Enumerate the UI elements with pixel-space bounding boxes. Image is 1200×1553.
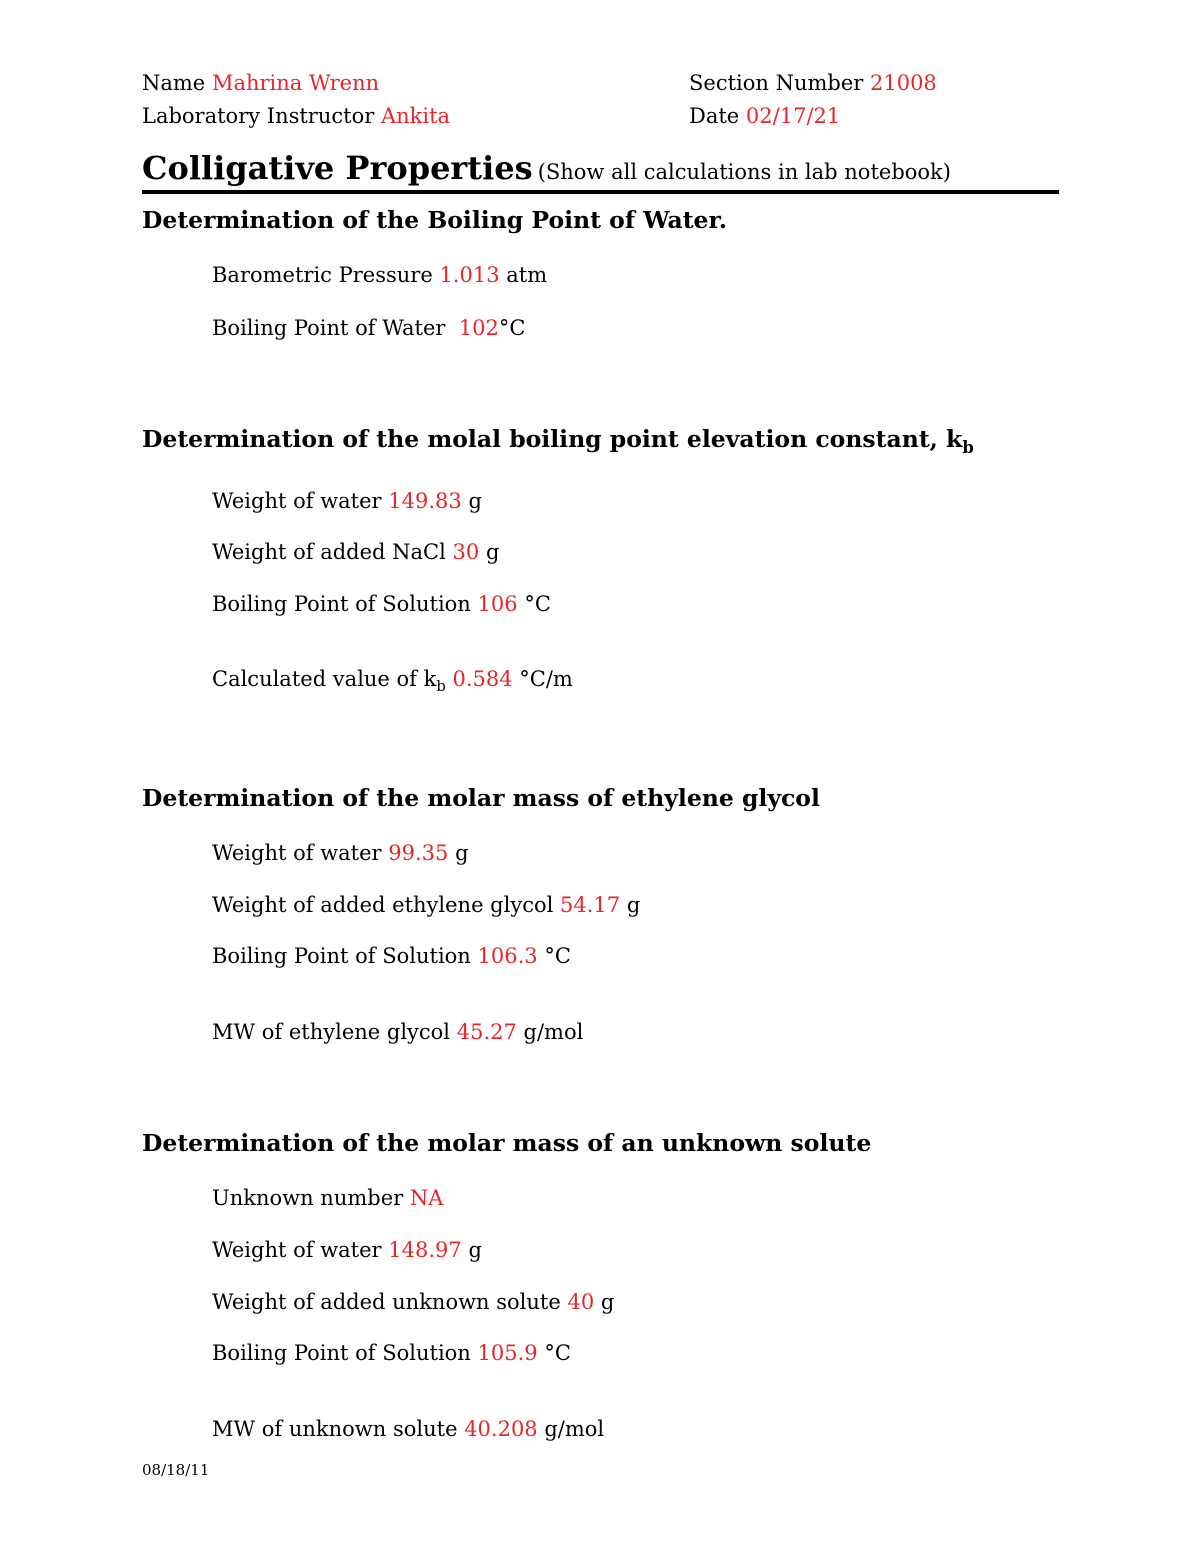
- instructor-value: Ankita: [380, 104, 451, 128]
- glycol-weight-line: [212, 893, 640, 917]
- s2-boiling-point-line: [212, 592, 551, 616]
- glycol-value: 54.17: [560, 893, 621, 917]
- unknown-number-label: Unknown number: [212, 1186, 404, 1210]
- s3-water-weight-line: [212, 841, 469, 865]
- unknown-mw-unit: g/mol: [544, 1417, 605, 1441]
- unknown-mw-line: [212, 1417, 604, 1441]
- s4-water-label: Weight of water: [212, 1238, 382, 1262]
- kb-label: Calculated value of k: [212, 667, 437, 691]
- kb-heading-subscript: b: [962, 437, 974, 457]
- solute-value: 40: [567, 1290, 595, 1314]
- unknown-mw-label: MW of unknown solute: [212, 1417, 458, 1441]
- instructor-label: Laboratory Instructor: [142, 104, 375, 128]
- s2-water-label: Weight of water: [212, 489, 382, 513]
- glycol-mw-unit: g/mol: [523, 1020, 584, 1044]
- nacl-unit: g: [485, 540, 500, 564]
- bp-water-value: 102: [458, 316, 499, 340]
- s4-bp-label: Boiling Point of Solution: [212, 1341, 471, 1365]
- nacl-weight-line: [212, 540, 499, 564]
- boiling-point-water-line: [212, 316, 525, 340]
- section-heading-boiling-point-water: Determination of the Boiling Point of Water.: [142, 206, 727, 234]
- title-main: Colligative Properties: [142, 149, 533, 187]
- s4-bp-value: 105.9: [477, 1341, 538, 1365]
- pressure-unit: atm: [506, 263, 548, 287]
- date-label: Date: [689, 104, 740, 128]
- name-line: [142, 71, 379, 95]
- nacl-label: Weight of added NaCl: [212, 540, 446, 564]
- s2-bp-unit: °C: [524, 592, 551, 616]
- pressure-label: Barometric Pressure: [212, 263, 433, 287]
- kb-label-subscript: b: [436, 678, 446, 696]
- date-line: [689, 104, 840, 128]
- section-number-label: Section Number: [689, 71, 864, 95]
- s4-water-unit: g: [468, 1238, 482, 1262]
- s2-water-value: 149.83: [388, 489, 462, 513]
- unknown-solute-weight-line: [212, 1290, 614, 1314]
- instructor-line: [142, 104, 450, 128]
- s3-bp-label: Boiling Point of Solution: [212, 944, 471, 968]
- s3-boiling-point-line: [212, 944, 571, 968]
- glycol-unit: g: [626, 893, 641, 917]
- glycol-mw-line: [212, 1020, 583, 1044]
- s3-bp-unit: °C: [544, 944, 571, 968]
- kb-heading-text: Determination of the molal boiling point elevation constant, k: [142, 425, 963, 453]
- kb-value: 0.584: [452, 667, 513, 691]
- s3-bp-value: 106.3: [477, 944, 538, 968]
- bp-water-label: Boiling Point of Water: [212, 316, 446, 340]
- section-heading-unknown-solute: Determination of the molar mass of an unknown solute: [142, 1129, 872, 1157]
- glycol-mw-value: 45.27: [456, 1020, 517, 1044]
- section-heading-ethylene-glycol: Determination of the molar mass of ethylene glycol: [142, 784, 820, 812]
- title-rule: [142, 190, 1059, 194]
- glycol-mw-label: MW of ethylene glycol: [212, 1020, 451, 1044]
- s4-boiling-point-line: [212, 1341, 571, 1365]
- name-value: Mahrina Wrenn: [211, 71, 380, 95]
- s3-water-value: 99.35: [388, 841, 449, 865]
- s2-bp-value: 106: [477, 592, 518, 616]
- unknown-number-line: [212, 1186, 443, 1210]
- s4-water-weight-line: [212, 1238, 482, 1262]
- s4-water-value: 148.97: [388, 1238, 462, 1262]
- section-number-value: 21008: [869, 71, 937, 95]
- kb-value-line: [212, 667, 573, 695]
- unknown-mw-value: 40.208: [464, 1417, 538, 1441]
- pressure-value: 1.013: [439, 263, 500, 287]
- footer-date: 08/18/11: [142, 1461, 210, 1479]
- section-number-line: [689, 71, 937, 95]
- date-value: 02/17/21: [745, 104, 841, 128]
- page-title: [142, 149, 951, 187]
- solute-unit: g: [600, 1290, 615, 1314]
- s4-bp-unit: °C: [544, 1341, 571, 1365]
- unknown-number-value: NA: [409, 1186, 444, 1210]
- solute-label: Weight of added unknown solute: [212, 1290, 561, 1314]
- glycol-label: Weight of added ethylene glycol: [212, 893, 554, 917]
- s2-bp-label: Boiling Point of Solution: [212, 592, 471, 616]
- kb-unit: °C/m: [519, 667, 573, 691]
- section-heading-kb: [142, 425, 974, 457]
- name-label: Name: [142, 71, 206, 95]
- nacl-value: 30: [452, 540, 480, 564]
- s2-water-unit: g: [468, 489, 482, 513]
- s2-water-weight-line: [212, 489, 482, 513]
- bp-water-unit: °C: [498, 316, 526, 340]
- barometric-pressure-line: [212, 263, 547, 287]
- s3-water-unit: g: [455, 841, 469, 865]
- s3-water-label: Weight of water: [212, 841, 382, 865]
- title-note: (Show all calculations in lab notebook): [537, 160, 951, 184]
